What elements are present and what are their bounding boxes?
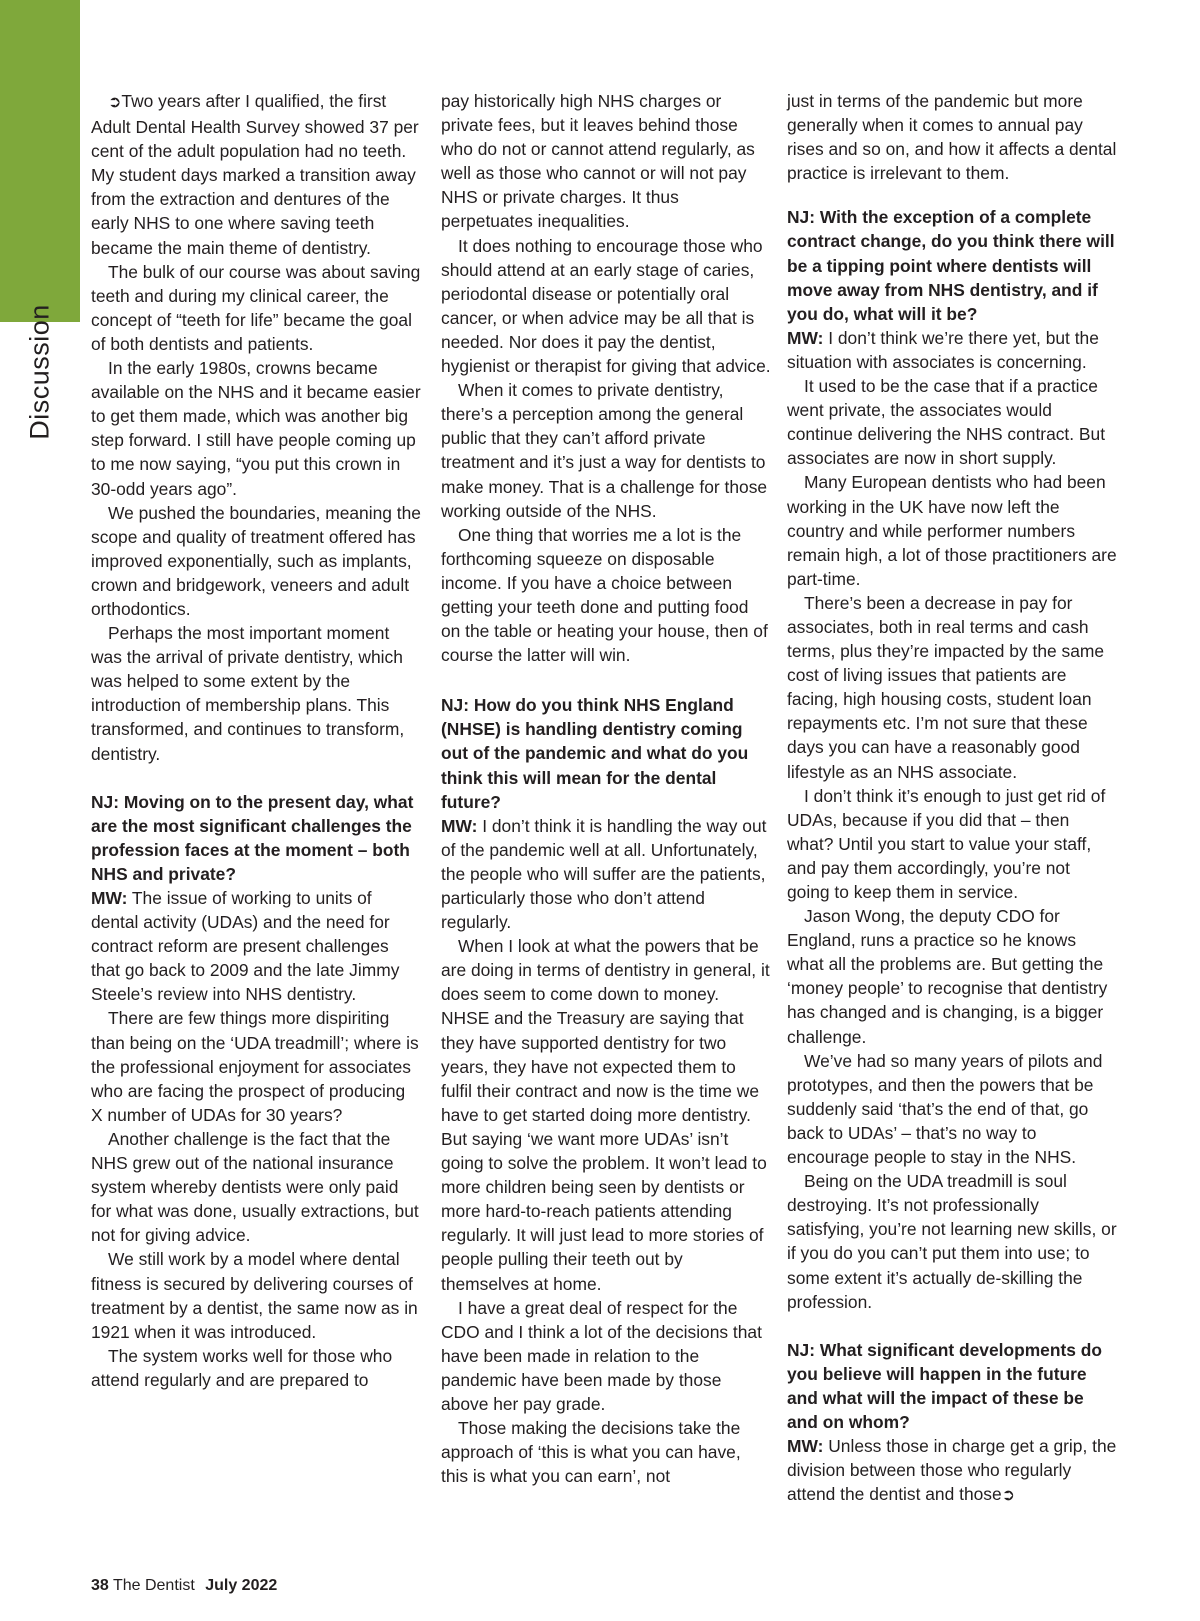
paragraph: ➲Two years after I qualified, the first Adult Dental Health Survey showed 37 per cent of the adult population had no teeth. My student days marked a transition away from the extraction and dentures of the early NHS to one where saving teeth became the main theme of dentistry. xyxy=(91,91,419,258)
paragraph: We’ve had so many years of pilots and prototypes, and then the powers that be suddenly said ‘that’s the end of that, go back to UDAs’ – that’s no way to encourage people to stay in the NHS. xyxy=(787,1050,1103,1168)
paragraph: I have a great deal of respect for the CDO and I think a lot of the decisions that have been made in relation to the pandemic have been made by those above her pay grade. xyxy=(441,1297,762,1414)
paragraph: It used to be the case that if a practice went private, the associates would continue delivering the NHS contract. But associates are now in short supply. xyxy=(787,376,1106,469)
paragraph: There’s been a decrease in pay for associates, both in real terms and cash terms, plus they’re impacted by the same cost of living issues that patients are facing, high housing costs, student loan repayments etc. I’m not sure that these days you can have a reasonably good lifestyle as an NHS associate. xyxy=(787,592,1105,782)
speaker-label: MW: xyxy=(91,888,128,908)
paragraph: Jason Wong, the deputy CDO for England, runs a practice so he knows what all the problems are. But getting the ‘money people’ to recognise that dentistry has changed and is changing, is a bigger challenge. xyxy=(787,906,1108,1047)
continue-arrow-icon: ➲ xyxy=(1001,1487,1016,1505)
interview-answer: MW: I don’t think we’re there yet, but the situation with associates is concerning. xyxy=(787,327,1099,372)
paragraph: There are few things more dispiriting than being on the ‘UDA treadmill’; where is the professional enjoyment for associates who are facing the prospect of producing X number of UDAs for 30 years? xyxy=(91,1008,419,1125)
section-label: Discussion xyxy=(24,304,55,440)
paragraph: Many European dentists who had been working in the UK have now left the country and while performer numbers remain high, a lot of those practitioners are part-time. xyxy=(787,472,1117,589)
text-column-2 xyxy=(441,89,771,1488)
paragraph: The system works well for those who attend regularly and are prepared to xyxy=(91,1345,393,1390)
paragraph: It does nothing to encourage those who should attend at an early stage of caries, periodontal disease or potentially oral cancer, or when advice may be all that is needed. Nor does it pay the dentist, hygienist or therapist for giving that advice. xyxy=(441,235,771,377)
paragraph: Another challenge is the fact that the NHS grew out of the national insurance system whereby dentists were only paid for what was done, usually extractions, but not for giving advice. xyxy=(91,1128,419,1246)
interview-question: NJ: What significant developments do you believe will happen in the future and what will the impact of these be and on whom? xyxy=(787,1339,1102,1432)
paragraph: Those making the decisions take the approach of ‘this is what you can have, this is what you can earn’, not xyxy=(441,1418,741,1487)
interview-answer: MW: Unless those in charge get a grip, the division between those who regularly attend the dentist and those➲ xyxy=(787,1436,1117,1505)
paragraph: pay historically high NHS charges or private fees, but it leaves behind those who do not or cannot attend regularly, as well as those who cannot or will not pay NHS or private charges. It thus perpetuates inequalities. xyxy=(441,91,755,232)
paragraph: In the early 1980s, crowns became available on the NHS and it became easier to get them made, which was another big step forward. I still have people coming up to me now saying, “you put this crown in 30-odd years ago”. xyxy=(91,358,421,499)
paragraph: When I look at what the powers that be are doing in terms of dentistry in general, it does seem to come down to money. NHSE and the Treasury are saying that they have supported dentistry for two years, they have not expected them to fulfil their contract and now is the time we have to get started doing more dentistry. But saying ‘we want more UDAs’ isn’t going to solve the problem. It won’t lead to more children being seen by dentists or more hard-to-reach patients attending regularly. It will just lead to more stories of people pulling their teeth out by themselves at home. xyxy=(441,936,770,1294)
paragraph: Perhaps the most important moment was the arrival of private dentistry, which was helped to some extent by the introduction of membership plans. This transformed, and continues to transform, dentistry. xyxy=(91,623,405,764)
paragraph: Being on the UDA treadmill is soul destroying. It’s not professionally satisfying, you’re not learning new skills, or if you do you can’t put them into use; to some extent it’s actually de-skilling the profession. xyxy=(787,1171,1117,1312)
interview-question: NJ: With the exception of a complete contract change, do you think there will be a tipping point where dentists will move away from NHS dentistry, and if you do, what will it be? xyxy=(787,207,1115,324)
issue-date: July 2022 xyxy=(205,1577,278,1594)
speaker-label: MW: xyxy=(441,815,478,836)
speaker-label: MW: xyxy=(787,327,824,348)
continue-arrow-icon: ➲ xyxy=(108,94,122,111)
interview-answer: MW: The issue of working to units of dental activity (UDAs) and the need for contract reform are present challenges that go back to 2009 and the late Jimmy Steele’s review into NHS dentistry. xyxy=(91,888,400,1005)
section-color-bar xyxy=(0,0,80,322)
paragraph: The bulk of our course was about saving teeth and during my clinical career, the concept of “teeth for life” became the goal of both dentists and patients. xyxy=(91,261,421,354)
interview-question: NJ: How do you think NHS England (NHSE) is handling dentistry coming out of the pandemic and what do you think this will mean for the dental future? xyxy=(441,695,749,812)
paragraph: just in terms of the pandemic but more generally when it comes to annual pay rises and so on, and how it affects a dental practice is irrelevant to them. xyxy=(787,91,1117,184)
text-column-3 xyxy=(787,89,1117,1508)
interview-answer: MW: I don’t think it is handling the way out of the pandemic well at all. Unfortunately, the people who will suffer are the patients, particularly those who don’t attend regularly. xyxy=(441,815,767,933)
publication-name: The Dentist xyxy=(112,1577,195,1594)
paragraph: One thing that worries me a lot is the forthcoming squeeze on disposable income. If you have a choice between getting your teeth done and putting food on the table or heating your house, then of course the latter will win. xyxy=(441,524,768,666)
interview-question: NJ: Moving on to the present day, what are the most significant challenges the profession faces at the moment – both NHS and private? xyxy=(91,791,414,884)
paragraph: We still work by a model where dental fitness is secured by delivering courses of treatment by a dentist, the same now as in 1921 when it was introduced. xyxy=(91,1249,418,1342)
paragraph: I don’t think it’s enough to just get rid of UDAs, because if you did that – then what? Until you start to value your staff, and pay them accordingly, you’re not going to keep them in service. xyxy=(787,785,1106,902)
page-footer xyxy=(91,1576,277,1596)
speaker-label: MW: xyxy=(787,1436,824,1457)
paragraph: When it comes to private dentistry, there’s a perception among the general public that they can’t afford private treatment and it’s just a way for dentists to make money. That is a challenge for those working outside of the NHS. xyxy=(441,380,768,521)
text-column-1 xyxy=(91,89,421,1392)
page-number: 38 xyxy=(91,1577,109,1594)
paragraph: We pushed the boundaries, meaning the scope and quality of treatment offered has improved exponentially, such as implants, crown and bridgework, veneers and adult orthodontics. xyxy=(91,502,421,619)
